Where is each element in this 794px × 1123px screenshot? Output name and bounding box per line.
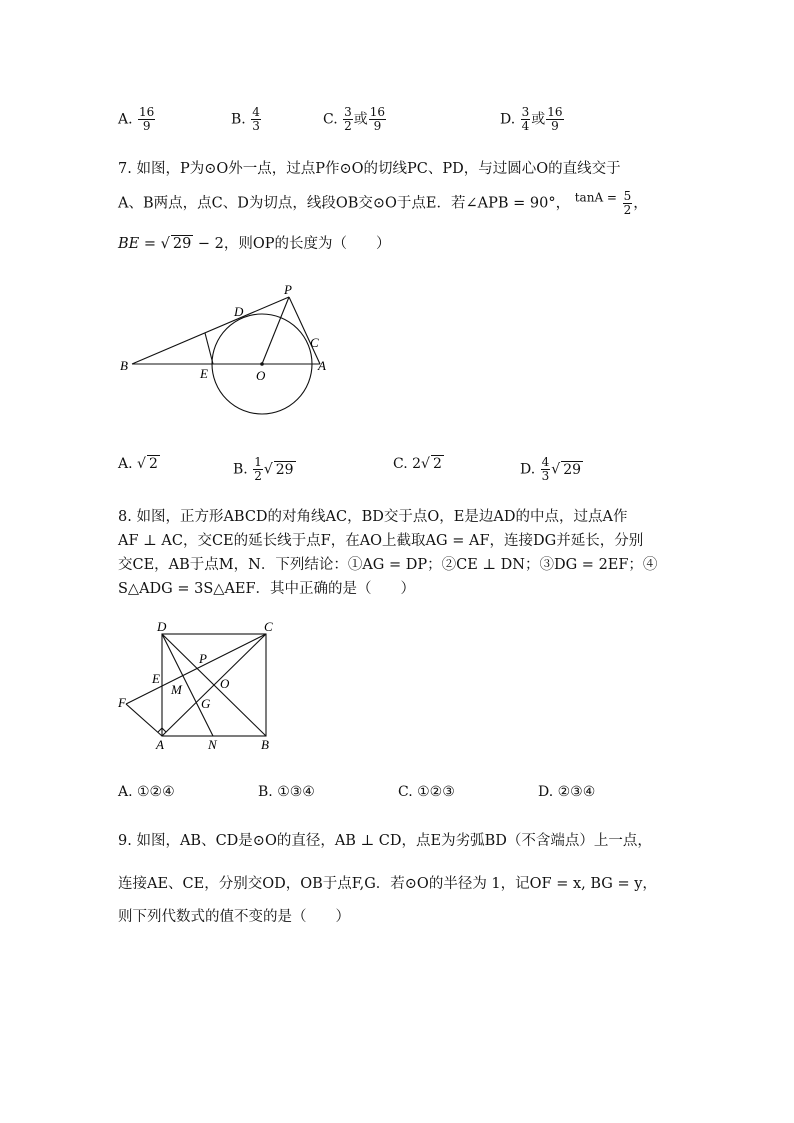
q7-option-a[interactable]: A. √ 2 [118,456,158,472]
q6-option-d[interactable]: D. $\frac{3}{4}$ 或 $\frac{16}{9}$ [500,105,563,133]
label-b: B [261,737,269,752]
radical-sign: √ [160,236,170,252]
label-f: F [118,695,126,710]
q8-figure [115,618,285,753]
label-o: O [220,676,230,691]
radical-sign: √ [551,461,561,478]
q8-text-line4: S△ADG = 3S△AEF．其中正确的是（ ） [118,581,416,597]
fraction: $\frac{1}{2}$ [254,455,262,483]
q8-option-a[interactable]: A. ①②④ [118,784,175,800]
q7-text-line1: 7. 如图，P为⊙O外一点，过点P作⊙O的切线PC、PD，与过圆心O的直线交于 [118,161,621,177]
option-label: C. [323,111,338,128]
fraction: $\frac{4}{3}$ [252,105,260,133]
q8-text-line2: AF ⊥ AC，交CE的延长线于点F，在AO上截取AG = AF，连接DG并延长，分别 [118,533,644,549]
fraction: $\frac{16}{9}$ [369,105,386,133]
label-b: B [120,358,128,373]
fraction: $\frac{3}{4}$ [521,105,530,133]
q7-figure [110,275,350,425]
label-a: A [156,737,164,752]
label-d: D [234,304,244,319]
fraction: $\frac{16}{9}$ [139,105,155,133]
q7-option-b[interactable]: B. $\frac{1}{2}$ √ 29 [233,455,294,483]
point-o [260,362,264,366]
radical-sign: √ [137,456,146,472]
line-ed [205,333,213,364]
line-fa [126,704,162,736]
label-n: N [208,737,217,752]
q7-text-line3: BE = √ 29 − 2，则OP的长度为（ ） [118,236,391,252]
q9-text-line3: 则下列代数式的值不变的是（ ） [118,909,350,925]
fraction: $\frac{16}{9}$ [547,105,563,133]
q6-option-c[interactable]: C. $\frac{3}{2}$ 或 $\frac{16}{9}$ [323,105,386,133]
q7-option-c[interactable]: C. 2√ 2 [393,456,442,472]
fraction: $\frac{3}{2}$ [344,105,352,133]
q7-option-d[interactable]: D. $\frac{4}{3}$ √ 29 [520,455,582,483]
label-o: O [256,368,266,383]
label-c: C [310,335,319,350]
q6-option-b[interactable] [231,106,262,133]
option-label: A. [118,111,133,128]
line-pa [289,297,320,364]
q9-text-line1: 9. 如图，AB、CD是⊙O的直径，AB ⊥ CD，点E为劣弧BD（不含端点）上一点， [118,833,652,849]
label-a: A [318,358,326,373]
label-m: M [171,682,182,697]
label-e: E [152,671,160,686]
q9-text-line2: 连接AE、CE，分别交OD，OB于点F,G．若⊙O的半径为 1，记OF = x, BG = y， [118,876,657,892]
radical-sign: √ [421,456,430,472]
q8-option-b[interactable]: B. ①③④ [258,784,315,800]
q8-text-line3: 交CE，AB于点M，N．下列结论：①AG = DP；②CE ⊥ DN；③DG = 2EF；④ [118,557,658,573]
q8-option-d[interactable]: D. ②③④ [538,784,596,800]
line-dn [162,634,213,736]
radical-sign: √ [263,461,273,478]
label-e: E [200,366,208,381]
option-label: B. [231,111,246,128]
option-label: D. [500,111,516,128]
q8-option-c[interactable]: C. ①②③ [398,784,455,800]
label-c: C [264,619,273,634]
label-g: G [201,696,211,711]
q7-text-line2: A、B两点，点C、D为切点，线段OB交⊙O于点E．若∠APB = 90°， $^{tanA =}$ $\frac{5}{2}$ ， [118,189,648,217]
fraction: $\frac{4}{3}$ [541,455,550,483]
line-cf [126,634,266,704]
q8-text-line1: 8. 如图，正方形ABCD的对角线AC，BD交于点O，E是边AD的中点，过点A作 [118,509,628,525]
label-d: D [157,619,167,634]
q6-option-a[interactable] [118,106,156,133]
label-p: P [199,651,207,666]
tan-label: tanA = [574,190,617,205]
tan-fraction: $\frac{5}{2}$ [623,189,632,217]
label-p: P [284,282,292,297]
